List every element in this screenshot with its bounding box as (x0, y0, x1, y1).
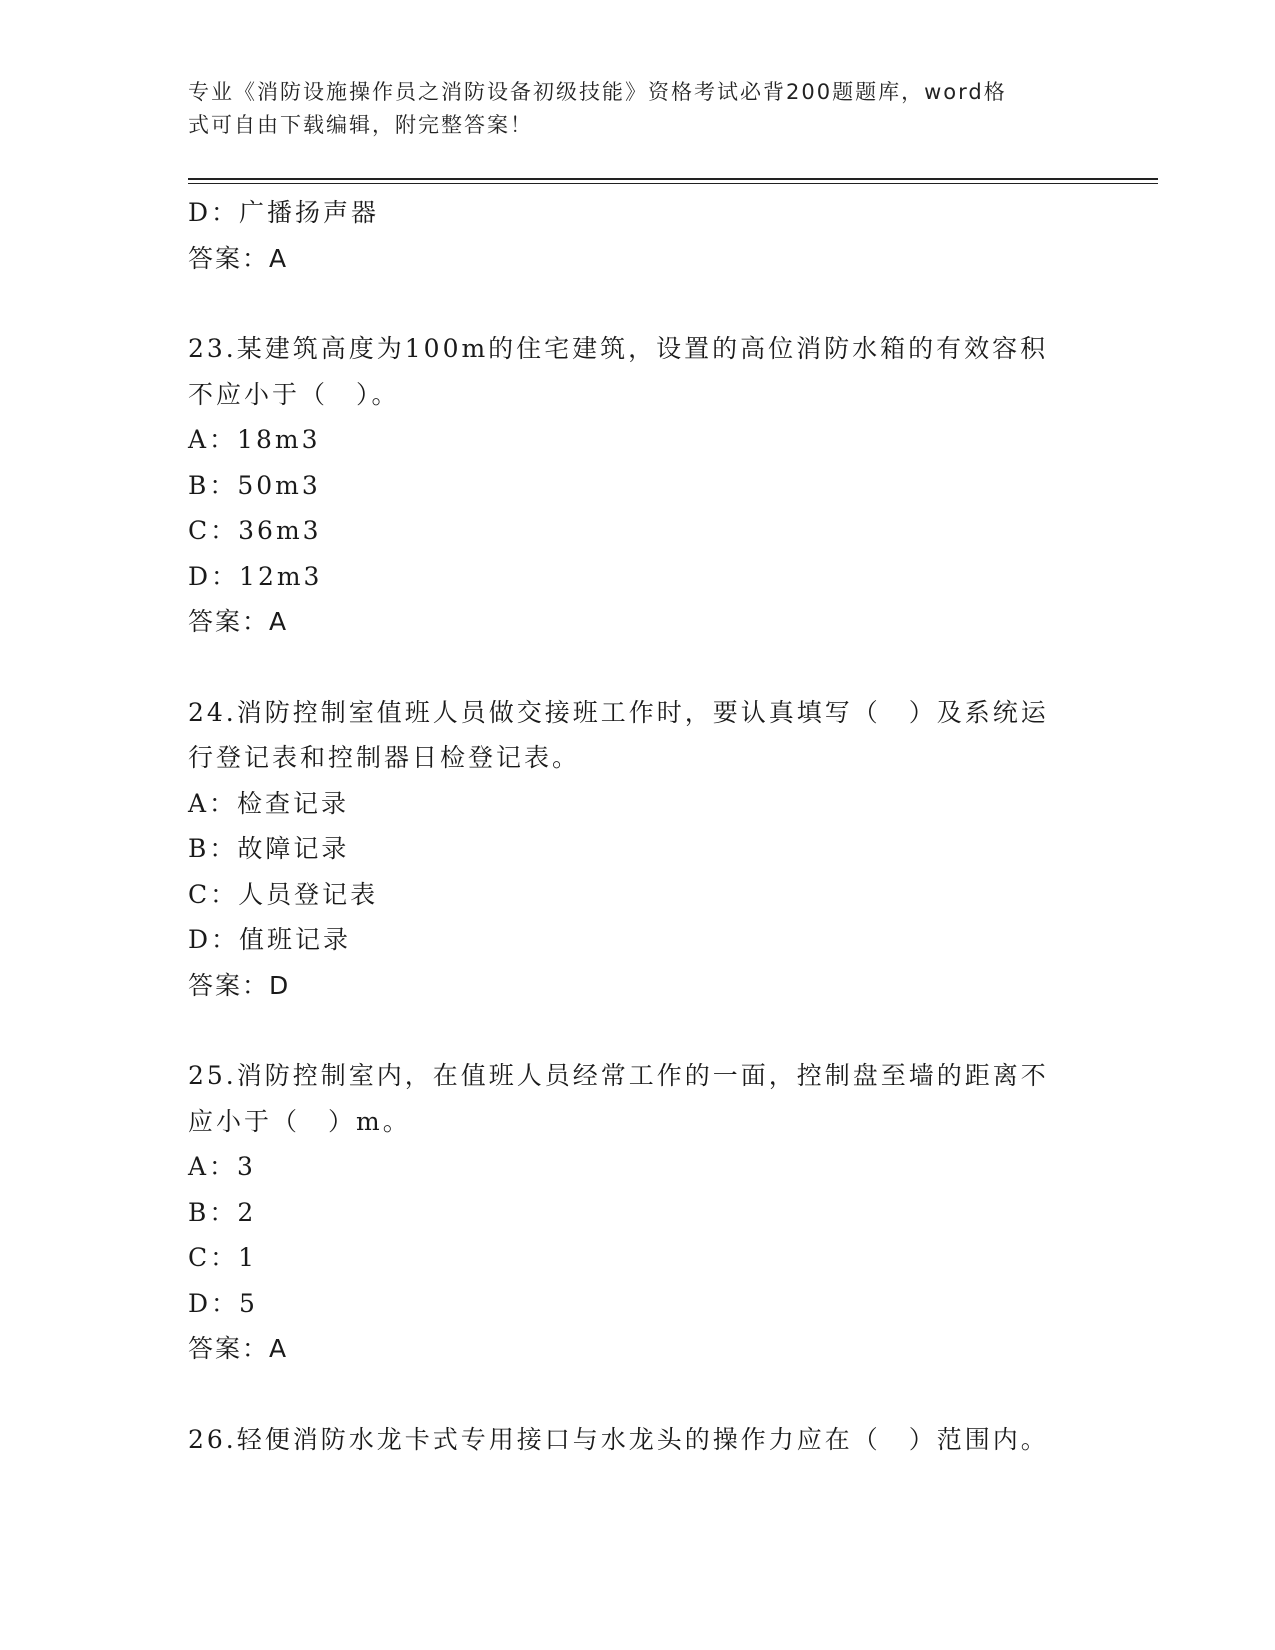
question-text-line-1: 24.消防控制室值班人员做交接班工作时，要认真填写（ ）及系统运 (188, 697, 1049, 727)
option-c: C：1 (188, 1243, 258, 1272)
question-text-line-2: 行登记表和控制器日检登记表。 (188, 743, 581, 772)
option-d: D：广播扬声器 (188, 198, 380, 227)
question-text-line-2: 不应小于（ ）。 (188, 379, 400, 409)
question-26 (188, 1417, 1088, 1463)
option-b: B：50m3 (188, 470, 321, 500)
option-a: A：18m3 (188, 425, 321, 454)
header-line-1: 专业《消防设施操作员之消防设备初级技能》资格考试必背200题题库，word格 (188, 80, 1007, 104)
question-24 (188, 690, 1088, 1009)
option-a: A：3 (188, 1152, 256, 1181)
option-d: D：5 (188, 1288, 258, 1318)
answer: 答案：A (188, 243, 289, 273)
header-line-2: 式可自由下载编辑，附完整答案！ (188, 113, 533, 137)
answer: 答案：A (188, 607, 289, 636)
question-text-line-1: 26.轻便消防水龙卡式专用接口与水龙头的操作力应在（ ）范围内。 (188, 1424, 1049, 1454)
header-divider-thick (188, 178, 1158, 180)
header-divider-thin (188, 183, 1158, 184)
answer: 答案：D (188, 970, 291, 1000)
option-d: D：值班记录 (188, 925, 352, 954)
question-23 (188, 326, 1088, 645)
spacer (188, 281, 1088, 326)
option-c: C：人员登记表 (188, 879, 379, 909)
option-c: C：36m3 (188, 516, 322, 545)
spacer (188, 1008, 1088, 1053)
option-b: B：2 (188, 1197, 257, 1227)
answer: 答案：A (188, 1334, 289, 1363)
question-text-line-2: 应小于（ ）m。 (188, 1106, 411, 1136)
question-list (188, 190, 1088, 1462)
question-text-line-1: 25.消防控制室内，在值班人员经常工作的一面，控制盘至墙的距离不 (188, 1061, 1049, 1090)
question-25 (188, 1053, 1088, 1372)
question-text-line-1: 23.某建筑高度为100m的住宅建筑，设置的高位消防水箱的有效容积 (188, 334, 1049, 363)
option-a: A：检查记录 (188, 788, 350, 818)
spacer (188, 645, 1088, 690)
option-d: D：12m3 (188, 561, 323, 591)
option-b: B：故障记录 (188, 834, 350, 863)
spacer (188, 1372, 1088, 1417)
question-22-tail (188, 190, 1088, 281)
document-header (188, 76, 1068, 142)
